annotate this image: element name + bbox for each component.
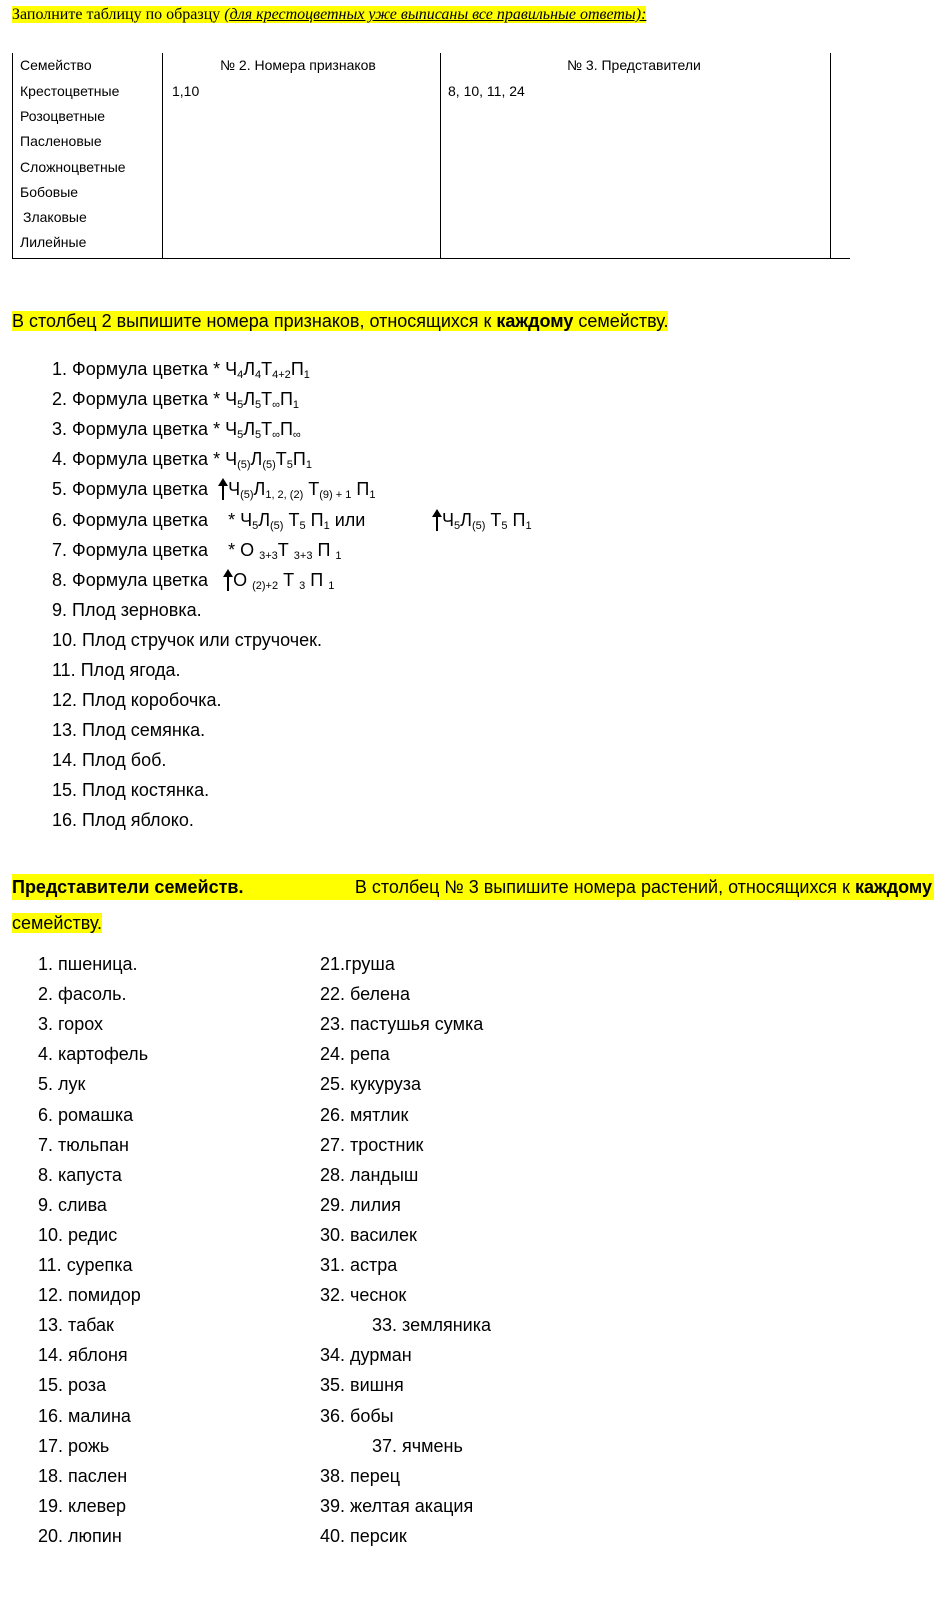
plant-item: 33. земляника xyxy=(372,1315,491,1335)
plant-item: 37. ячмень xyxy=(372,1436,463,1456)
row-family: Лилейные xyxy=(20,234,87,250)
plant-item: 15. роза xyxy=(38,1375,107,1395)
plant-item: 36. бобы xyxy=(320,1406,394,1426)
feature-item-15: 15. Плод костянка. xyxy=(52,780,210,800)
row-family: Пасленовые xyxy=(20,133,102,149)
plant-item: 35. вишня xyxy=(320,1375,404,1395)
plant-item: 5. лук xyxy=(38,1074,86,1094)
feature-item-5: 5. Формула цветка $Ч_{(5)}Л_{1, 2, (2)}$ $Т_{(9) + 1}$ $П_1$ xyxy=(52,479,376,501)
feature-item-13: 13. Плод семянка. xyxy=(52,720,206,740)
plant-item: 34. дурман xyxy=(320,1345,412,1365)
plant-item: 38. перец xyxy=(320,1466,401,1486)
feature-item-14: 14. Плод боб. xyxy=(52,750,167,770)
plant-item: 29. лилия xyxy=(320,1195,401,1215)
plant-item: 21.груша xyxy=(320,954,395,974)
zygomorphic-arrow-icon xyxy=(432,509,442,529)
plant-item: 32. чеснок xyxy=(320,1285,407,1305)
plant-item: 8. капуста xyxy=(38,1165,122,1185)
plant-item: 11. сурепка xyxy=(38,1255,133,1275)
row-family: Сложноцветные xyxy=(20,159,126,175)
plant-item: 7. тюльпан xyxy=(38,1135,129,1155)
plant-item: 27. тростник xyxy=(320,1135,424,1155)
plant-item: 16. малина xyxy=(38,1406,131,1426)
plant-item: 14. яблоня xyxy=(38,1345,128,1365)
plant-item: 19. клевер xyxy=(38,1496,126,1516)
section2-heading: В столбец 2 выпишите номера признаков, относящихся к каждому семейству. xyxy=(12,311,669,331)
feature-item-9: 9. Плод зерновка. xyxy=(52,600,202,620)
intro-italic: (для крестоцветных уже выписаны все правильные ответы): xyxy=(224,6,647,23)
plant-item: 24. репа xyxy=(320,1044,390,1064)
plant-item: 20. люпин xyxy=(38,1526,122,1546)
row-features: 1,10 xyxy=(172,83,200,99)
plant-item: 28. ландыш xyxy=(320,1165,419,1185)
plant-item: 31. астра xyxy=(320,1255,398,1275)
feature-item-16: 16. Плод яблоко. xyxy=(52,810,194,830)
zygomorphic-arrow-icon xyxy=(218,478,228,498)
plant-item: 3. горох xyxy=(38,1014,104,1034)
header-representatives: № 3. Представители xyxy=(567,57,701,73)
plant-item: 23. пастушья сумка xyxy=(320,1014,484,1034)
feature-item-8: 8. Формула цветка О $_{(2)+2}$ Т $_3$ П $_1$ xyxy=(52,570,335,592)
plant-item: 10. редис xyxy=(38,1225,118,1245)
feature-item-2: 2. Формула цветка * $Ч_5Л_5Т_\infty П_1$ xyxy=(52,389,300,411)
feature-item-6: 6. Формула цветка * $Ч_5Л_{(5)}$ $Т_5$ $П_1$ или xyxy=(52,510,366,532)
plant-item: 22. белена xyxy=(320,984,411,1004)
row-family: Бобовые xyxy=(20,184,79,200)
row-family: Крестоцветные xyxy=(20,83,120,99)
plant-item: 40. персик xyxy=(320,1526,407,1546)
feature-item-4: 4. Формула цветка * $Ч_{(5)}Л_{(5)}Т_5П_1$ xyxy=(52,449,312,471)
plant-item: 25. кукуруза xyxy=(320,1074,422,1094)
plant-item: 12. помидор xyxy=(38,1285,141,1305)
feature-item-7: 7. Формула цветка * О $_{3+3}$Т $_{3+3}$ П $_1$ xyxy=(52,540,342,562)
zygomorphic-arrow-icon xyxy=(223,569,233,589)
feature-item-1: 1. Формула цветка * $Ч_4Л_4Т_{4+2}П_1$ xyxy=(52,359,310,381)
plant-item: 30. василек xyxy=(320,1225,417,1245)
families-table xyxy=(12,53,850,259)
section3-heading: Представители семейств. В столбец № 3 выпишите номера растений, относящихся к каждому семейству. xyxy=(12,874,934,936)
plant-item: 17. рожь xyxy=(38,1436,110,1456)
plant-item: 13. табак xyxy=(38,1315,114,1335)
plant-item: 39. желтая акация xyxy=(320,1496,474,1516)
plant-item: 2. фасоль. xyxy=(38,984,127,1004)
header-features: № 2. Номера признаков xyxy=(220,57,376,73)
plant-item: 1. пшеница. xyxy=(38,954,138,974)
feature-item-12: 12. Плод коробочка. xyxy=(52,690,222,710)
feature-item-10: 10. Плод стручок или стручочек. xyxy=(52,630,323,650)
intro-text: Заполните таблицу по образцу xyxy=(12,6,225,23)
row-family: Злаковые xyxy=(23,209,87,225)
header-family: Семейство xyxy=(20,57,92,73)
row-family: Розоцветные xyxy=(20,108,106,124)
plant-item: 4. картофель xyxy=(38,1044,149,1064)
feature-item-3: 3. Формула цветка * $Ч_5Л_5Т_\infty П_\infty$ xyxy=(52,419,301,441)
feature-item-6-alt: $Ч_5Л_{(5)}$ $Т_5$ $П_1$ xyxy=(432,507,532,533)
plant-item: 18. паслен xyxy=(38,1466,128,1486)
plant-item: 26. мятлик xyxy=(320,1105,409,1125)
plant-item: 6. ромашка xyxy=(38,1105,134,1125)
intro-instruction xyxy=(12,4,646,26)
row-representatives: 8, 10, 11, 24 xyxy=(448,83,525,99)
feature-item-11: 11. Плод ягода. xyxy=(52,660,181,680)
plant-item: 9. слива xyxy=(38,1195,107,1215)
